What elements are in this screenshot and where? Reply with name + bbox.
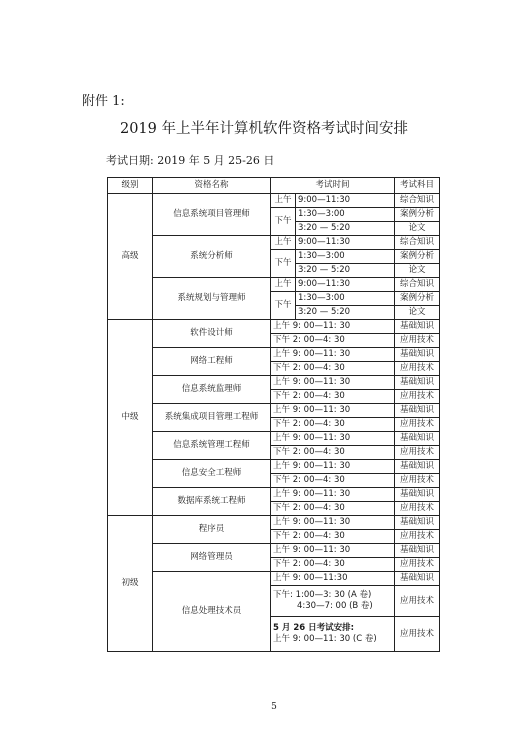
exam-time: 上午 9: 00—11: 30	[271, 488, 395, 502]
header-name: 资格名称	[153, 178, 271, 194]
exam-time: 上午 9: 00—11: 30	[271, 516, 395, 530]
exam-name: 信息系统管理工程师	[153, 432, 271, 460]
exam-subject: 基础知识	[395, 544, 440, 558]
exam-time: 9:00—11:30	[296, 236, 395, 250]
exam-name: 网络工程师	[153, 348, 271, 376]
exam-time: 上午 9: 00—11:30	[271, 572, 395, 586]
level-advanced: 高级	[108, 194, 153, 320]
exam-name: 软件设计师	[153, 320, 271, 348]
exam-time: 上午 9: 00—11: 30	[271, 320, 395, 334]
exam-subject: 综合知识	[395, 194, 440, 208]
exam-subject: 应用技术	[395, 530, 440, 544]
am-label: 上午	[271, 194, 296, 208]
exam-subject: 综合知识	[395, 236, 440, 250]
page-title: 2019 年上半年计算机软件资格考试时间安排	[119, 121, 408, 137]
exam-time: 上午 9: 00—11: 30	[271, 376, 395, 390]
exam-subject: 基础知识	[395, 460, 440, 474]
exam-schedule-table	[107, 177, 440, 652]
exam-name: 信息系统项目管理师	[153, 194, 271, 236]
exam-time: 下午 2: 00—4: 30	[271, 390, 395, 404]
exam-time: 3:20 — 5:20	[296, 306, 395, 320]
table-row	[108, 278, 440, 292]
table-row	[108, 348, 440, 362]
table-row	[108, 320, 440, 334]
day26-heading: 5 月 26 日考试安排:	[273, 623, 355, 634]
exam-time: 上午 9: 00—11: 30	[271, 432, 395, 446]
table-row	[108, 432, 440, 446]
exam-time: 1:30—3:00	[296, 292, 395, 306]
exam-time: 下午 2: 00—4: 30	[271, 530, 395, 544]
exam-subject: 应用技术	[395, 617, 440, 652]
table-row	[108, 544, 440, 558]
exam-name: 信息系统监理师	[153, 376, 271, 404]
exam-subject: 应用技术	[395, 390, 440, 404]
header-level: 级别	[108, 178, 153, 194]
exam-subject: 应用技术	[395, 474, 440, 488]
exam-time: 上午 9: 00—11: 30	[271, 460, 395, 474]
exam-time: 下午 2: 00—4: 30	[271, 558, 395, 572]
exam-time: 上午 9: 00—11: 30	[271, 544, 395, 558]
exam-subject: 基础知识	[395, 572, 440, 586]
exam-name: 信息安全工程师	[153, 460, 271, 488]
exam-time: 9:00—11:30	[296, 194, 395, 208]
exam-subject: 应用技术	[395, 418, 440, 432]
header-time: 考试时间	[271, 178, 395, 194]
table-row	[108, 488, 440, 502]
pm-label: 下午	[271, 292, 296, 320]
exam-subject: 案例分析	[395, 208, 440, 222]
exam-time: 下午 2: 00—4: 30	[271, 474, 395, 488]
table-row	[108, 516, 440, 530]
exam-subject: 基础知识	[395, 404, 440, 418]
exam-name: 程序员	[153, 516, 271, 544]
exam-time: 下午 2: 00—4: 30	[271, 334, 395, 348]
pm-ab-line: 4:30—7: 00 (B 卷)	[297, 601, 373, 611]
exam-name: 数据库系统工程师	[153, 488, 271, 516]
exam-name: 信息处理技术员	[153, 572, 271, 652]
pm-label: 下午	[271, 250, 296, 278]
level-intermediate: 中级	[108, 320, 153, 516]
exam-time: 1:30—3:00	[296, 208, 395, 222]
exam-time: 上午 9: 00—11: 30	[271, 348, 395, 362]
exam-subject: 综合知识	[395, 278, 440, 292]
table-row	[108, 404, 440, 418]
exam-time: 下午 2: 00—4: 30	[271, 502, 395, 516]
exam-subject: 基础知识	[395, 376, 440, 390]
am-label: 上午	[271, 236, 296, 250]
exam-name: 网络管理员	[153, 544, 271, 572]
exam-subject: 论文	[395, 222, 440, 236]
table-row	[108, 376, 440, 390]
exam-name: 系统分析师	[153, 236, 271, 278]
table-row	[108, 572, 440, 586]
exam-subject: 案例分析	[395, 250, 440, 264]
exam-subject: 应用技术	[395, 334, 440, 348]
exam-time-multi	[271, 586, 395, 617]
pm-ab-line: 下午: 1:00—3: 30 (A 卷)	[273, 590, 372, 601]
day26-time: 上午 9: 00—11: 30 (C 卷)	[273, 634, 377, 644]
exam-subject: 应用技术	[395, 446, 440, 460]
attachment-label: 附件 1:	[82, 94, 125, 109]
exam-time: 下午 2: 00—4: 30	[271, 418, 395, 432]
exam-time: 上午 9: 00—11: 30	[271, 404, 395, 418]
page-number: 5	[271, 702, 277, 712]
table-row	[108, 460, 440, 474]
table-row	[108, 194, 440, 208]
exam-subject: 基础知识	[395, 348, 440, 362]
level-junior: 初级	[108, 516, 153, 652]
exam-time: 3:20 — 5:20	[296, 222, 395, 236]
exam-subject: 应用技术	[395, 558, 440, 572]
exam-subject: 案例分析	[395, 292, 440, 306]
exam-time: 9:00—11:30	[296, 278, 395, 292]
header-row	[108, 178, 440, 194]
exam-subject: 基础知识	[395, 516, 440, 530]
exam-subject: 应用技术	[395, 362, 440, 376]
am-label: 上午	[271, 278, 296, 292]
exam-subject: 基础知识	[395, 432, 440, 446]
exam-name: 系统规划与管理师	[153, 278, 271, 320]
exam-subject: 应用技术	[395, 586, 440, 617]
exam-subject: 应用技术	[395, 502, 440, 516]
exam-name: 系统集成项目管理工程师	[153, 404, 271, 432]
exam-subject: 论文	[395, 306, 440, 320]
exam-subject: 论文	[395, 264, 440, 278]
exam-time: 3:20 — 5:20	[296, 264, 395, 278]
exam-time: 下午 2: 00—4: 30	[271, 362, 395, 376]
exam-subject: 基础知识	[395, 320, 440, 334]
header-subject: 考试科目	[395, 178, 440, 194]
table-row	[108, 236, 440, 250]
exam-time-multi	[271, 617, 395, 652]
exam-date: 考试日期: 2019 年 5 月 25-26 日	[106, 154, 275, 167]
exam-time: 1:30—3:00	[296, 250, 395, 264]
pm-label: 下午	[271, 208, 296, 236]
exam-time: 下午 2: 00—4: 30	[271, 446, 395, 460]
exam-subject: 基础知识	[395, 488, 440, 502]
